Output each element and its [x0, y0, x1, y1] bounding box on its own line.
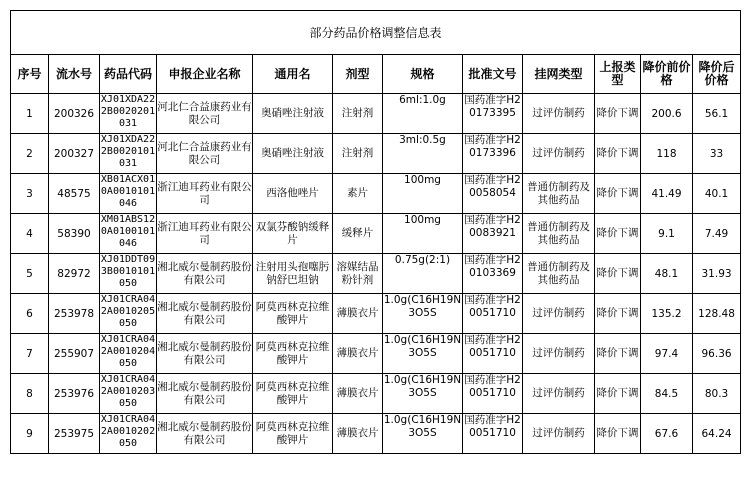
- price-after: 31.93: [701, 267, 732, 280]
- generic-name: 西洛他唑片: [266, 187, 319, 199]
- approval-number: 国药准字H20058054: [464, 174, 521, 199]
- dosage-form: 薄膜衣片: [336, 387, 379, 399]
- column-header: 通用名: [253, 55, 333, 94]
- dosage-form: 薄膜衣片: [336, 427, 379, 439]
- price-before: 97.4: [654, 347, 679, 360]
- row-number: 3: [26, 187, 33, 200]
- serial-number-cell: [49, 174, 100, 214]
- price-after-cell: [693, 214, 741, 254]
- price-before: 67.6: [654, 427, 679, 440]
- company-name: 河北仁合益康药业有限公司: [157, 140, 252, 166]
- dosage-form: 注射剂: [341, 147, 374, 159]
- price-after-cell: [693, 94, 741, 134]
- price-before: 9.1: [658, 227, 675, 240]
- listing-type-cell: [523, 294, 595, 334]
- column-header: 批准文号: [463, 55, 523, 94]
- table-row: [11, 374, 741, 414]
- price-adjustment-table: [10, 10, 741, 454]
- serial-number: 253978: [53, 307, 95, 320]
- approval-number-cell: [463, 174, 523, 214]
- company-name-cell: [157, 134, 253, 174]
- price-table-container: [10, 10, 741, 454]
- dosage-form: 缓释片: [341, 227, 374, 239]
- price-before: 118: [656, 147, 677, 160]
- approval-number: 国药准字H20173395: [464, 94, 521, 119]
- row-number: 4: [26, 227, 33, 240]
- drug-code-cell: [100, 134, 157, 174]
- drug-code: XJ01CRA042A0010205050: [100, 294, 156, 329]
- serial-number-cell: [49, 214, 100, 254]
- drug-code-cell: [100, 294, 157, 334]
- dosage-form-cell: [333, 254, 383, 294]
- row-number: 2: [26, 147, 33, 160]
- listing-type: 普通仿制药及其他药品: [527, 260, 590, 286]
- price-after: 7.49: [704, 227, 729, 240]
- table-row: [11, 254, 741, 294]
- drug-code-cell: [100, 174, 157, 214]
- serial-number-cell: [49, 294, 100, 334]
- company-name: 浙江迪耳药业有限公司: [157, 180, 252, 206]
- table-row: [11, 134, 741, 174]
- approval-number: 国药准字H20173396: [464, 134, 521, 159]
- specification-cell: [383, 334, 463, 374]
- price-before-cell: [641, 214, 693, 254]
- listing-type-cell: [523, 254, 595, 294]
- report-type-cell: [595, 374, 641, 414]
- specification: 3ml:0.5g: [399, 134, 446, 146]
- column-header: 序号: [11, 55, 49, 94]
- approval-number: 国药准字H20051710: [464, 334, 521, 359]
- price-before: 48.1: [654, 267, 679, 280]
- serial-number-cell: [49, 134, 100, 174]
- generic-name: 阿莫西林克拉维酸钾片: [255, 300, 330, 326]
- column-header: 剂型: [333, 55, 383, 94]
- approval-number-cell: [463, 94, 523, 134]
- generic-name: 阿莫西林克拉维酸钾片: [255, 380, 330, 406]
- dosage-form-cell: [333, 374, 383, 414]
- price-before-cell: [641, 334, 693, 374]
- row-number-cell: [11, 174, 49, 214]
- price-after-cell: [693, 254, 741, 294]
- serial-number-cell: [49, 414, 100, 454]
- specification-cell: [383, 134, 463, 174]
- listing-type-cell: [523, 334, 595, 374]
- specification-cell: [383, 254, 463, 294]
- drug-code-cell: [100, 334, 157, 374]
- specification: 100mg: [404, 214, 441, 226]
- report-type: 降价下调: [596, 187, 639, 199]
- column-header: 上报类型: [595, 55, 641, 94]
- report-type: 降价下调: [596, 307, 639, 319]
- row-number: 9: [26, 427, 33, 440]
- price-before: 200.6: [651, 107, 682, 120]
- dosage-form: 溶媒结晶粉针剂: [336, 260, 379, 286]
- price-after-cell: [693, 334, 741, 374]
- specification: 1.0g(C16H19N3O5S: [383, 414, 462, 439]
- drug-code-cell: [100, 414, 157, 454]
- price-before-cell: [641, 254, 693, 294]
- price-after: 33: [709, 147, 724, 160]
- price-after-cell: [693, 374, 741, 414]
- listing-type-cell: [523, 134, 595, 174]
- specification-cell: [383, 374, 463, 414]
- serial-number-cell: [49, 254, 100, 294]
- drug-code-cell: [100, 254, 157, 294]
- report-type-cell: [595, 134, 641, 174]
- dosage-form: 注射剂: [341, 107, 374, 119]
- specification-cell: [383, 174, 463, 214]
- serial-number: 253975: [53, 427, 95, 440]
- dosage-form-cell: [333, 334, 383, 374]
- price-after-cell: [693, 294, 741, 334]
- dosage-form: 素片: [347, 187, 368, 199]
- generic-name-cell: [253, 374, 333, 414]
- generic-name-cell: [253, 254, 333, 294]
- dosage-form-cell: [333, 294, 383, 334]
- company-name-cell: [157, 174, 253, 214]
- price-after: 64.24: [701, 427, 732, 440]
- table-row: [11, 294, 741, 334]
- approval-number: 国药准字H20051710: [464, 294, 521, 319]
- price-after: 128.48: [698, 307, 735, 320]
- row-number-cell: [11, 294, 49, 334]
- report-type: 降价下调: [596, 107, 639, 119]
- drug-code: XM01ABS120A0100101046: [100, 214, 156, 249]
- report-type-cell: [595, 294, 641, 334]
- report-type: 降价下调: [596, 427, 639, 439]
- serial-number-cell: [49, 334, 100, 374]
- specification: 1.0g(C16H19N3O5S: [383, 374, 462, 399]
- company-name: 湘北威尔曼制药股份有限公司: [157, 420, 252, 446]
- generic-name-cell: [253, 174, 333, 214]
- dosage-form-cell: [333, 134, 383, 174]
- row-number-cell: [11, 374, 49, 414]
- drug-code-cell: [100, 94, 157, 134]
- table-body: [11, 94, 741, 454]
- listing-type: 普通仿制药及其他药品: [527, 220, 590, 246]
- listing-type-cell: [523, 94, 595, 134]
- price-before-cell: [641, 94, 693, 134]
- generic-name-cell: [253, 334, 333, 374]
- price-before-cell: [641, 374, 693, 414]
- approval-number-cell: [463, 414, 523, 454]
- price-after: 96.36: [701, 347, 732, 360]
- listing-type-cell: [523, 174, 595, 214]
- price-before: 84.5: [654, 387, 679, 400]
- price-before-cell: [641, 174, 693, 214]
- price-before-cell: [641, 294, 693, 334]
- price-after-cell: [693, 174, 741, 214]
- drug-code: XJ01CRA042A0010203050: [100, 374, 156, 409]
- generic-name-cell: [253, 94, 333, 134]
- generic-name: 注射用头孢噻肟钠舒巴坦钠: [255, 260, 330, 286]
- price-before: 135.2: [651, 307, 682, 320]
- serial-number: 82972: [57, 267, 91, 280]
- listing-type: 过评仿制药: [532, 387, 585, 399]
- report-type: 降价下调: [596, 147, 639, 159]
- drug-code-cell: [100, 214, 157, 254]
- serial-number-cell: [49, 374, 100, 414]
- row-number-cell: [11, 414, 49, 454]
- drug-code: XJ01XDA222B0020101031: [100, 134, 156, 169]
- specification-cell: [383, 294, 463, 334]
- table-title: 部分药品价格调整信息表: [11, 11, 741, 55]
- company-name-cell: [157, 414, 253, 454]
- company-name: 湘北威尔曼制药股份有限公司: [157, 380, 252, 406]
- specification-cell: [383, 214, 463, 254]
- serial-number: 253976: [53, 387, 95, 400]
- header-row: [11, 55, 741, 94]
- report-type-cell: [595, 94, 641, 134]
- specification: 100mg: [404, 174, 441, 186]
- row-number-cell: [11, 134, 49, 174]
- serial-number: 255907: [53, 347, 95, 360]
- specification: 6ml:1.0g: [399, 94, 446, 106]
- dosage-form-cell: [333, 214, 383, 254]
- approval-number: 国药准字H20103369: [464, 254, 521, 279]
- report-type: 降价下调: [596, 227, 639, 239]
- table-row: [11, 174, 741, 214]
- company-name-cell: [157, 94, 253, 134]
- generic-name: 阿莫西林克拉维酸钾片: [255, 420, 330, 446]
- drug-code-cell: [100, 374, 157, 414]
- serial-number: 200326: [53, 107, 95, 120]
- listing-type: 过评仿制药: [532, 307, 585, 319]
- serial-number: 58390: [57, 227, 91, 240]
- listing-type-cell: [523, 374, 595, 414]
- approval-number-cell: [463, 214, 523, 254]
- table-row: [11, 214, 741, 254]
- column-header: 规格: [383, 55, 463, 94]
- column-header: 挂网类型: [523, 55, 595, 94]
- company-name-cell: [157, 214, 253, 254]
- generic-name: 奥硝唑注射液: [261, 147, 324, 159]
- price-after: 56.1: [704, 107, 729, 120]
- company-name: 浙江迪耳药业有限公司: [157, 220, 252, 246]
- drug-code: XB01ACX010A0010101046: [100, 174, 156, 209]
- price-before-cell: [641, 414, 693, 454]
- column-header: 申报企业名称: [157, 55, 253, 94]
- listing-type: 过评仿制药: [532, 347, 585, 359]
- approval-number-cell: [463, 334, 523, 374]
- listing-type: 过评仿制药: [532, 107, 585, 119]
- report-type: 降价下调: [596, 387, 639, 399]
- serial-number: 48575: [57, 187, 91, 200]
- company-name: 河北仁合益康药业有限公司: [157, 100, 252, 126]
- dosage-form-cell: [333, 174, 383, 214]
- dosage-form: 薄膜衣片: [336, 307, 379, 319]
- specification: 1.0g(C16H19N3O5S: [383, 294, 462, 319]
- serial-number-cell: [49, 94, 100, 134]
- company-name-cell: [157, 334, 253, 374]
- table-row: [11, 414, 741, 454]
- dosage-form-cell: [333, 414, 383, 454]
- row-number: 7: [26, 347, 33, 360]
- report-type-cell: [595, 414, 641, 454]
- table-row: [11, 334, 741, 374]
- report-type-cell: [595, 174, 641, 214]
- price-after: 80.3: [704, 387, 729, 400]
- column-header: 流水号: [49, 55, 100, 94]
- approval-number-cell: [463, 294, 523, 334]
- company-name: 湘北威尔曼制药股份有限公司: [157, 300, 252, 326]
- approval-number-cell: [463, 374, 523, 414]
- price-after: 40.1: [704, 187, 729, 200]
- serial-number: 200327: [53, 147, 95, 160]
- price-after-cell: [693, 414, 741, 454]
- price-after-cell: [693, 134, 741, 174]
- company-name-cell: [157, 294, 253, 334]
- company-name-cell: [157, 374, 253, 414]
- generic-name: 阿莫西林克拉维酸钾片: [255, 340, 330, 366]
- price-before: 41.49: [651, 187, 682, 200]
- dosage-form: 薄膜衣片: [336, 347, 379, 359]
- company-name: 湘北威尔曼制药股份有限公司: [157, 260, 252, 286]
- column-header: 降价后价格: [693, 55, 741, 94]
- price-before-cell: [641, 134, 693, 174]
- row-number: 1: [26, 107, 33, 120]
- report-type: 降价下调: [596, 267, 639, 279]
- company-name-cell: [157, 254, 253, 294]
- generic-name-cell: [253, 294, 333, 334]
- specification-cell: [383, 414, 463, 454]
- report-type: 降价下调: [596, 347, 639, 359]
- listing-type-cell: [523, 214, 595, 254]
- listing-type-cell: [523, 414, 595, 454]
- report-type-cell: [595, 334, 641, 374]
- generic-name-cell: [253, 134, 333, 174]
- row-number-cell: [11, 334, 49, 374]
- approval-number: 国药准字H20083921: [464, 214, 521, 239]
- row-number-cell: [11, 254, 49, 294]
- generic-name-cell: [253, 214, 333, 254]
- listing-type: 过评仿制药: [532, 147, 585, 159]
- report-type-cell: [595, 254, 641, 294]
- company-name: 湘北威尔曼制药股份有限公司: [157, 340, 252, 366]
- specification-cell: [383, 94, 463, 134]
- row-number: 5: [26, 267, 33, 280]
- row-number-cell: [11, 214, 49, 254]
- table-row: [11, 94, 741, 134]
- approval-number: 国药准字H20051710: [464, 374, 521, 399]
- row-number-cell: [11, 94, 49, 134]
- generic-name: 双氯芬酸钠缓释片: [255, 220, 330, 246]
- drug-code: XJ01CRA042A0010204050: [100, 334, 156, 369]
- row-number: 8: [26, 387, 33, 400]
- drug-code: XJ01CRA042A0010202050: [100, 414, 156, 449]
- listing-type: 过评仿制药: [532, 427, 585, 439]
- row-number: 6: [26, 307, 33, 320]
- drug-code: XJ01DDT093B0010101050: [100, 254, 156, 289]
- approval-number-cell: [463, 134, 523, 174]
- specification: 0.75g(2:1): [394, 254, 451, 266]
- dosage-form-cell: [333, 94, 383, 134]
- listing-type: 普通仿制药及其他药品: [527, 180, 590, 206]
- generic-name-cell: [253, 414, 333, 454]
- approval-number: 国药准字H20051710: [464, 414, 521, 439]
- column-header: 降价前价格: [641, 55, 693, 94]
- report-type-cell: [595, 214, 641, 254]
- column-header: 药品代码: [100, 55, 157, 94]
- drug-code: XJ01XDA222B0020201031: [100, 94, 156, 129]
- specification: 1.0g(C16H19N3O5S: [383, 334, 462, 359]
- approval-number-cell: [463, 254, 523, 294]
- generic-name: 奥硝唑注射液: [261, 107, 324, 119]
